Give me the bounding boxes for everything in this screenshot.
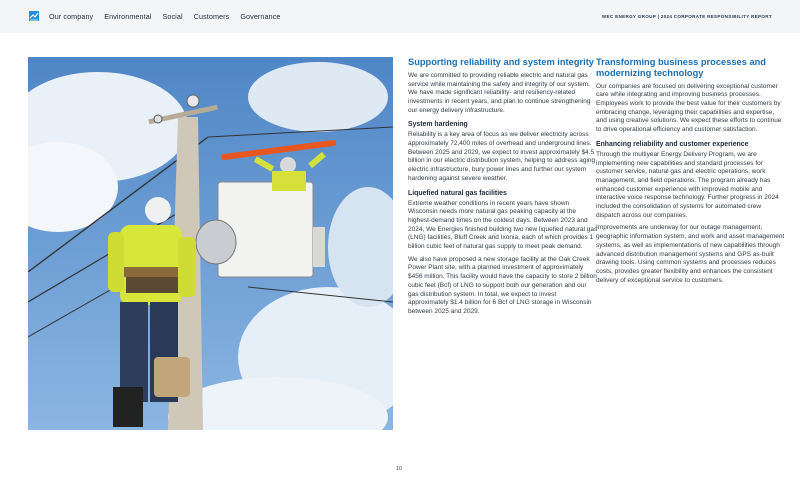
subheading-customer-experience: Enhancing reliability and customer experience bbox=[596, 140, 749, 148]
nav-social[interactable]: Social bbox=[162, 12, 183, 21]
subheading-lng-facilities: Liquefied natural gas facilities bbox=[408, 189, 507, 197]
lineworkers-illustration bbox=[28, 57, 393, 430]
lineworkers-photo bbox=[28, 57, 393, 430]
subheading-system-hardening: System hardening bbox=[408, 121, 468, 129]
top-navigation-bar bbox=[0, 0, 800, 33]
main-nav bbox=[49, 12, 281, 21]
nav-customers[interactable]: Customers bbox=[193, 12, 230, 21]
paragraph-energy-delivery-program: Through the multiyear Energy Delivery Program, we are implementing new capabilities and standard processes for customer service, natural gas and electric operations, work management, and field operations. The program already has enhanced customer experience with improved mobile and interactive voice response technology. Further progress in 2024 included the consolidation of systems for automated crew dispatch across our companies. bbox=[596, 150, 779, 219]
nav-our-company[interactable]: Our company bbox=[49, 12, 94, 21]
paragraph-lng-facilities: Extreme weather conditions in recent years have shown Wisconsin needs more natural gas peaking capacity at the highest-demand times on the coldest days. Between 2023 and 2024, We Energies finished building two new liquefied natural gas (LNG) facilities, Bluff Creek and Ixonia, each of which provides 1 billion cubic feet of natural gas supply to meet peak demand. bbox=[408, 199, 598, 251]
company-logo-icon[interactable] bbox=[29, 11, 39, 21]
report-title: WEC ENERGY GROUP | 2024 CORPORATE RESPONSIBILITY REPORT bbox=[601, 14, 772, 19]
paragraph-lng-storage: We also have proposed a new storage facility at the Oak Creek Power Plant site, with a planned investment of approximately $456 million. This facility would have the capacity to store 2 billion cubic feet (Bcf) of LNG to support both our generation and our gas distribution system. In total, we expect to invest approximately $1.4 billion for 6 Bcf of LNG storage in Wisconsin between 2025 and 2029. bbox=[408, 255, 597, 315]
heading-transforming: Transforming business processes and modernizing technology bbox=[596, 57, 766, 78]
column-transforming bbox=[596, 57, 786, 289]
paragraph-transforming-intro: Our companies are focused on delivering exceptional customer care while integrating and improving business processes. Employees work to provide the best value for their customers by embracing change, leveraging their capabilities and expertise, and using creative solutions. We expect these efforts to continue to drive operational efficiency and customer satisfaction. bbox=[596, 82, 782, 134]
nav-environmental[interactable]: Environmental bbox=[104, 12, 152, 21]
page-number: 10 bbox=[396, 466, 402, 472]
nav-governance[interactable]: Governance bbox=[240, 12, 281, 21]
paragraph-improvements: Improvements are underway for our outage management, geographic information system, and work and asset management systems, as well as implementations of new capabilities through advanced distribution management systems and GPS as-built drawing tools. Using common systems and processes reduces costs, provides greater flexibility and enhances the consistent delivery of exceptional service to customers. bbox=[596, 224, 785, 284]
column-reliability bbox=[408, 57, 598, 321]
heading-reliability: Supporting reliability and system integrity bbox=[408, 57, 594, 67]
paragraph-reliability-intro: We are committed to providing reliable electric and natural gas service while maintaining the safety and integrity of our system. We have made significant reliability- and resiliency-related investments in recent years, and plan to continue strengthening our energy delivery infrastructure. bbox=[408, 71, 591, 114]
paragraph-system-hardening: Reliability is a key area of focus as we deliver electricity across approximately 72,400 miles of overhead and underground lines. Between 2025 and 2029, we expect to invest approximately $4.5 billion in our electric distribution system, helping to address aging electric infrastructure, bury power lines and further our system hardening against severe weather. bbox=[408, 131, 596, 182]
